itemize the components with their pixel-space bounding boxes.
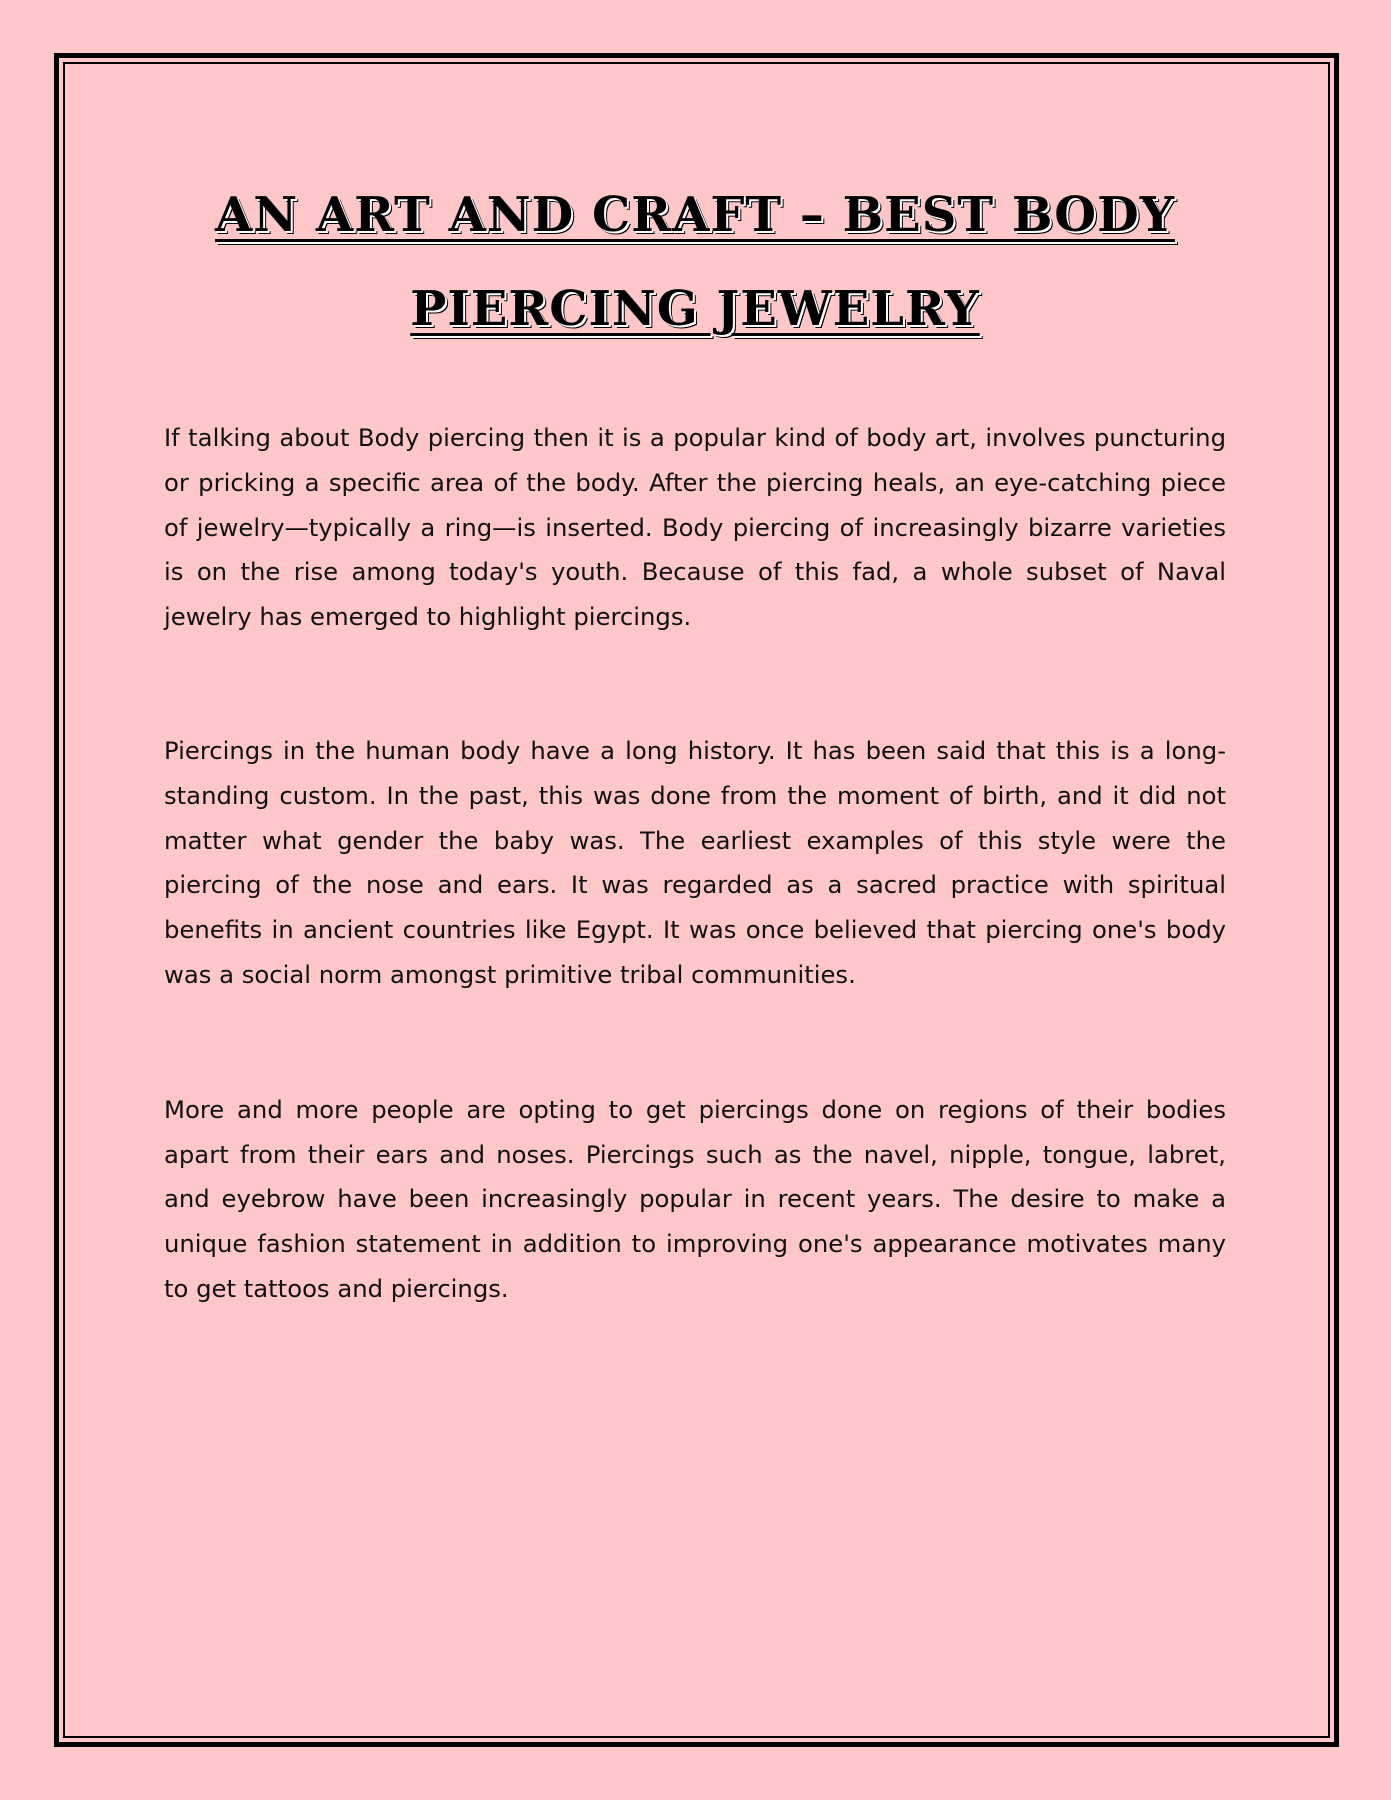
- paragraph: Piercings in the human body have a long history. It has been said that this is a long-standing custom. In the past, this was done from the moment of birth, and it did not matter what gender the baby was. The earliest examples of this style were the piercing of the nose and ears. It was regarded as a sacred practice with spiritual benefits in ancient countries like Egypt. It was once believed that piercing one's body was a social norm amongst primitive tribal communities.: [164, 735, 1226, 989]
- paragraph: More and more people are opting to get piercings done on regions of their bodies apart from their ears and noses. Piercings such as the navel, nipple, tongue, labret, and eyebrow have been increasingly popular in recent years. The desire to make a unique fashion statement in addition to improving one's appearance motivates many to get tattoos and piercings.: [164, 1094, 1226, 1303]
- document-title: AN ART AND CRAFT – BEST BODY PIERCING JEWELRY: [215, 187, 1175, 337]
- paragraph: If talking about Body piercing then it is a popular kind of body art, involves puncturing or pricking a specific area of the body. After the piercing heals, an eye-catching piece of jewelry—typically a ring—is inserted. Body piercing of increasingly bizarre varieties is on the rise among today's youth. Because of this fad, a whole subset of Naval jewelry has emerged to highlight piercings.: [164, 423, 1226, 632]
- document-body: [164, 168, 1226, 1312]
